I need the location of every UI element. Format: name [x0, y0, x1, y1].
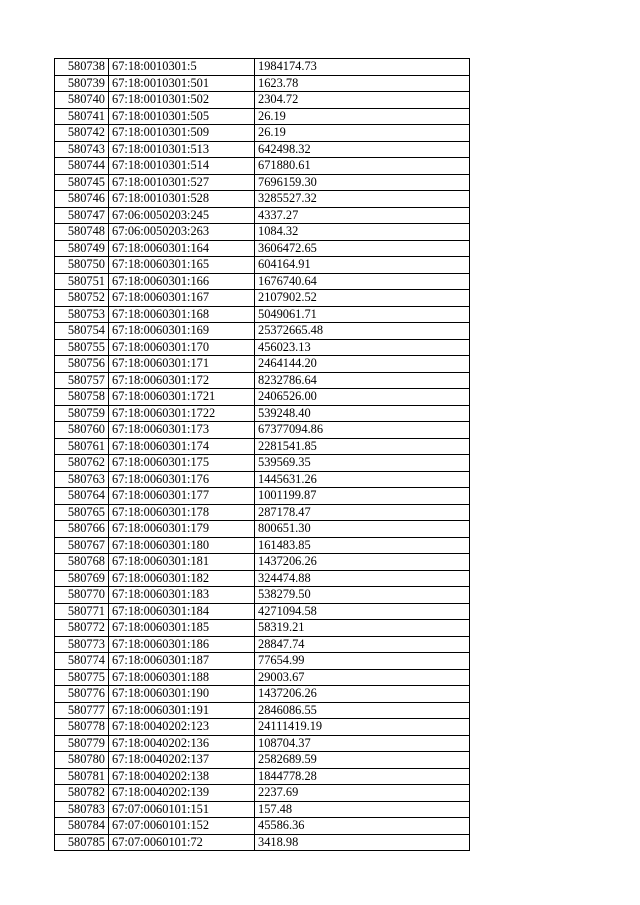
row-id-cell: 580776 [55, 686, 109, 703]
row-id-cell: 580780 [55, 752, 109, 769]
table-row [55, 422, 470, 439]
value-cell: 5049061.71 [255, 306, 470, 323]
row-id-cell: 580750 [55, 257, 109, 274]
row-id-cell: 580751 [55, 273, 109, 290]
row-id-cell: 580770 [55, 587, 109, 604]
cadastral-number-cell: 67:18:0060301:166 [109, 273, 255, 290]
value-cell: 604164.91 [255, 257, 470, 274]
table-row [55, 356, 470, 373]
value-cell: 539569.35 [255, 455, 470, 472]
value-cell: 2107902.52 [255, 290, 470, 307]
row-id-cell: 580768 [55, 554, 109, 571]
row-id-cell: 580769 [55, 570, 109, 587]
row-id-cell: 580775 [55, 669, 109, 686]
row-id-cell: 580745 [55, 174, 109, 191]
table-row [55, 290, 470, 307]
table-row [55, 587, 470, 604]
cadastral-number-cell: 67:18:0060301:181 [109, 554, 255, 571]
value-cell: 26.19 [255, 108, 470, 125]
value-cell: 1676740.64 [255, 273, 470, 290]
value-cell: 2237.69 [255, 785, 470, 802]
cadastral-number-cell: 67:18:0060301:168 [109, 306, 255, 323]
table-row [55, 636, 470, 653]
cadastral-number-cell: 67:18:0060301:171 [109, 356, 255, 373]
value-cell: 108704.37 [255, 735, 470, 752]
value-cell: 1437206.26 [255, 686, 470, 703]
value-cell: 3418.98 [255, 834, 470, 851]
table-row [55, 686, 470, 703]
table-row [55, 735, 470, 752]
table-row [55, 257, 470, 274]
cadastral-number-cell: 67:18:0060301:185 [109, 620, 255, 637]
row-id-cell: 580740 [55, 92, 109, 109]
value-cell: 7696159.30 [255, 174, 470, 191]
row-id-cell: 580752 [55, 290, 109, 307]
cadastral-number-cell: 67:18:0010301:501 [109, 75, 255, 92]
cadastral-number-cell: 67:18:0060301:170 [109, 339, 255, 356]
cadastral-number-cell: 67:06:0050203:245 [109, 207, 255, 224]
value-cell: 58319.21 [255, 620, 470, 637]
table-row [55, 702, 470, 719]
row-id-cell: 580765 [55, 504, 109, 521]
row-id-cell: 580747 [55, 207, 109, 224]
cadastral-number-cell: 67:18:0060301:190 [109, 686, 255, 703]
table-row [55, 174, 470, 191]
value-cell: 1084.32 [255, 224, 470, 241]
value-cell: 2406526.00 [255, 389, 470, 406]
value-cell: 25372665.48 [255, 323, 470, 340]
table-row [55, 158, 470, 175]
cadastral-number-cell: 67:18:0060301:182 [109, 570, 255, 587]
value-cell: 539248.40 [255, 405, 470, 422]
value-cell: 3285527.32 [255, 191, 470, 208]
value-cell: 77654.99 [255, 653, 470, 670]
value-cell: 8232786.64 [255, 372, 470, 389]
table-row [55, 273, 470, 290]
value-cell: 24111419.19 [255, 719, 470, 736]
row-id-cell: 580741 [55, 108, 109, 125]
cadastral-number-cell: 67:18:0060301:176 [109, 471, 255, 488]
cadastral-number-cell: 67:18:0010301:527 [109, 174, 255, 191]
value-cell: 4271094.58 [255, 603, 470, 620]
cadastral-number-cell: 67:18:0060301:1721 [109, 389, 255, 406]
row-id-cell: 580783 [55, 801, 109, 818]
table-row [55, 455, 470, 472]
row-id-cell: 580773 [55, 636, 109, 653]
table-row [55, 323, 470, 340]
table-row [55, 389, 470, 406]
value-cell: 1623.78 [255, 75, 470, 92]
value-cell: 287178.47 [255, 504, 470, 521]
cadastral-number-cell: 67:06:0050203:263 [109, 224, 255, 241]
cadastral-number-cell: 67:18:0040202:123 [109, 719, 255, 736]
cadastral-number-cell: 67:18:0010301:502 [109, 92, 255, 109]
value-cell: 67377094.86 [255, 422, 470, 439]
row-id-cell: 580748 [55, 224, 109, 241]
cadastral-number-cell: 67:07:0060101:72 [109, 834, 255, 851]
value-cell: 28847.74 [255, 636, 470, 653]
table-row [55, 372, 470, 389]
cadastral-number-cell: 67:18:0010301:514 [109, 158, 255, 175]
table-row [55, 471, 470, 488]
row-id-cell: 580743 [55, 141, 109, 158]
row-id-cell: 580739 [55, 75, 109, 92]
table-row [55, 834, 470, 851]
cadastral-number-cell: 67:18:0060301:172 [109, 372, 255, 389]
value-cell: 29003.67 [255, 669, 470, 686]
value-cell: 671880.61 [255, 158, 470, 175]
row-id-cell: 580779 [55, 735, 109, 752]
row-id-cell: 580761 [55, 438, 109, 455]
cadastral-number-cell: 67:18:0040202:138 [109, 768, 255, 785]
table-row [55, 59, 470, 76]
cadastral-number-cell: 67:18:0060301:178 [109, 504, 255, 521]
value-cell: 324474.88 [255, 570, 470, 587]
table-row [55, 92, 470, 109]
row-id-cell: 580781 [55, 768, 109, 785]
value-cell: 2304.72 [255, 92, 470, 109]
table-row [55, 801, 470, 818]
cadastral-number-cell: 67:18:0010301:5 [109, 59, 255, 76]
cadastral-number-cell: 67:18:0040202:136 [109, 735, 255, 752]
table-row [55, 488, 470, 505]
cadastral-number-cell: 67:18:0060301:169 [109, 323, 255, 340]
row-id-cell: 580746 [55, 191, 109, 208]
value-cell: 456023.13 [255, 339, 470, 356]
cadastral-number-cell: 67:18:0060301:175 [109, 455, 255, 472]
value-cell: 1984174.73 [255, 59, 470, 76]
cadastral-number-cell: 67:18:0060301:177 [109, 488, 255, 505]
table-row [55, 339, 470, 356]
row-id-cell: 580757 [55, 372, 109, 389]
value-cell: 26.19 [255, 125, 470, 142]
table-row [55, 191, 470, 208]
row-id-cell: 580762 [55, 455, 109, 472]
cadastral-number-cell: 67:18:0060301:186 [109, 636, 255, 653]
row-id-cell: 580738 [55, 59, 109, 76]
row-id-cell: 580744 [55, 158, 109, 175]
cadastral-number-cell: 67:18:0060301:184 [109, 603, 255, 620]
cadastral-number-cell: 67:18:0060301:191 [109, 702, 255, 719]
row-id-cell: 580771 [55, 603, 109, 620]
row-id-cell: 580753 [55, 306, 109, 323]
table-row [55, 207, 470, 224]
value-cell: 1437206.26 [255, 554, 470, 571]
cadastral-number-cell: 67:18:0010301:505 [109, 108, 255, 125]
table-row [55, 521, 470, 538]
value-cell: 1844778.28 [255, 768, 470, 785]
cadastral-number-cell: 67:18:0010301:513 [109, 141, 255, 158]
row-id-cell: 580766 [55, 521, 109, 538]
row-id-cell: 580759 [55, 405, 109, 422]
value-cell: 161483.85 [255, 537, 470, 554]
cadastral-number-cell: 67:18:0060301:179 [109, 521, 255, 538]
table-row [55, 570, 470, 587]
cadastral-number-cell: 67:18:0010301:528 [109, 191, 255, 208]
value-cell: 2846086.55 [255, 702, 470, 719]
value-cell: 2281541.85 [255, 438, 470, 455]
value-cell: 800651.30 [255, 521, 470, 538]
table-row [55, 306, 470, 323]
table-row [55, 603, 470, 620]
table-row [55, 75, 470, 92]
cadastral-number-cell: 67:18:0060301:183 [109, 587, 255, 604]
value-cell: 4337.27 [255, 207, 470, 224]
cadastral-number-cell: 67:07:0060101:151 [109, 801, 255, 818]
cadastral-number-cell: 67:18:0060301:1722 [109, 405, 255, 422]
row-id-cell: 580772 [55, 620, 109, 637]
table-row [55, 818, 470, 835]
row-id-cell: 580749 [55, 240, 109, 257]
table-row [55, 108, 470, 125]
cadastral-number-cell: 67:07:0060101:152 [109, 818, 255, 835]
row-id-cell: 580782 [55, 785, 109, 802]
cadastral-number-cell: 67:18:0010301:509 [109, 125, 255, 142]
cadastral-number-cell: 67:18:0060301:188 [109, 669, 255, 686]
table-row [55, 669, 470, 686]
row-id-cell: 580742 [55, 125, 109, 142]
cadastral-number-cell: 67:18:0040202:139 [109, 785, 255, 802]
table-row [55, 504, 470, 521]
cadastral-number-cell: 67:18:0060301:164 [109, 240, 255, 257]
row-id-cell: 580778 [55, 719, 109, 736]
value-cell: 157.48 [255, 801, 470, 818]
table-body [55, 59, 470, 851]
table-row [55, 125, 470, 142]
value-cell: 45586.36 [255, 818, 470, 835]
table-row [55, 768, 470, 785]
table-row [55, 653, 470, 670]
value-cell: 2582689.59 [255, 752, 470, 769]
cadastral-number-cell: 67:18:0060301:167 [109, 290, 255, 307]
row-id-cell: 580764 [55, 488, 109, 505]
table-row [55, 224, 470, 241]
row-id-cell: 580774 [55, 653, 109, 670]
row-id-cell: 580777 [55, 702, 109, 719]
row-id-cell: 580756 [55, 356, 109, 373]
value-cell: 538279.50 [255, 587, 470, 604]
cadastral-number-cell: 67:18:0060301:187 [109, 653, 255, 670]
table-row [55, 620, 470, 637]
row-id-cell: 580763 [55, 471, 109, 488]
cadastral-value-table [54, 58, 470, 851]
table-row [55, 438, 470, 455]
value-cell: 1001199.87 [255, 488, 470, 505]
value-cell: 1445631.26 [255, 471, 470, 488]
table-row [55, 752, 470, 769]
row-id-cell: 580754 [55, 323, 109, 340]
cadastral-number-cell: 67:18:0060301:174 [109, 438, 255, 455]
value-cell: 642498.32 [255, 141, 470, 158]
row-id-cell: 580785 [55, 834, 109, 851]
row-id-cell: 580758 [55, 389, 109, 406]
table-row [55, 240, 470, 257]
table-row [55, 719, 470, 736]
row-id-cell: 580784 [55, 818, 109, 835]
table-row [55, 554, 470, 571]
value-cell: 2464144.20 [255, 356, 470, 373]
row-id-cell: 580755 [55, 339, 109, 356]
cadastral-number-cell: 67:18:0060301:180 [109, 537, 255, 554]
value-cell: 3606472.65 [255, 240, 470, 257]
table-row [55, 405, 470, 422]
table-row [55, 537, 470, 554]
cadastral-number-cell: 67:18:0040202:137 [109, 752, 255, 769]
row-id-cell: 580760 [55, 422, 109, 439]
table-row [55, 141, 470, 158]
cadastral-number-cell: 67:18:0060301:165 [109, 257, 255, 274]
cadastral-number-cell: 67:18:0060301:173 [109, 422, 255, 439]
row-id-cell: 580767 [55, 537, 109, 554]
table-row [55, 785, 470, 802]
